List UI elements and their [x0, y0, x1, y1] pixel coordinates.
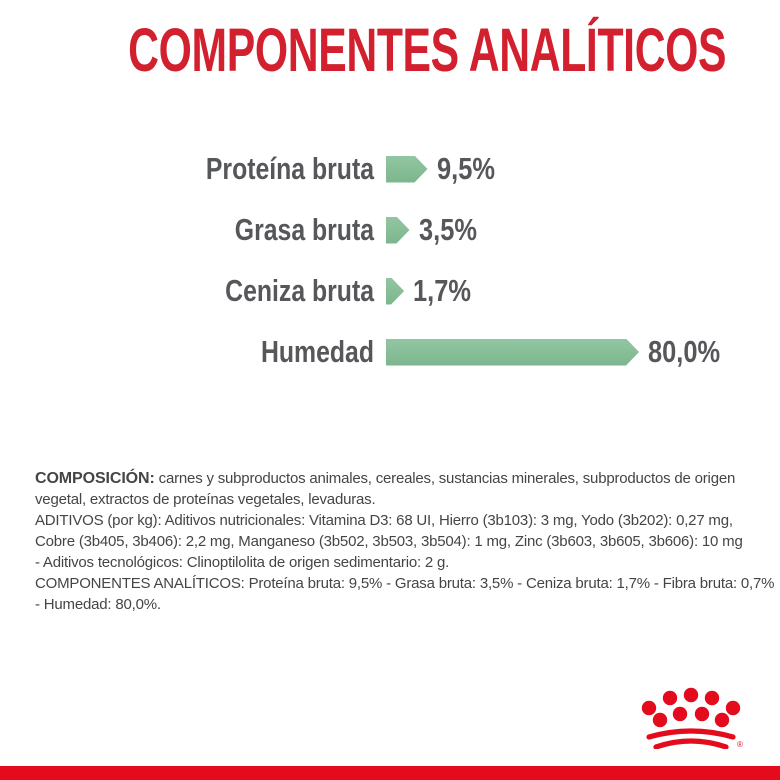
composition-line-text: - Humedad: 80,0%. [35, 596, 161, 613]
royal-canin-crown-logo [636, 687, 758, 749]
composition-line-bold-label: COMPOSICIÓN: [35, 470, 155, 487]
value-bar [386, 339, 639, 366]
composition-line [35, 510, 775, 531]
bar-label: Ceniza bruta [225, 273, 374, 308]
composition-text-block [35, 468, 775, 615]
composition-line [35, 531, 775, 552]
bar-label: Grasa bruta [234, 212, 374, 247]
composition-line [35, 468, 775, 489]
composition-line [35, 594, 775, 615]
composition-line-text: carnes y subproductos animales, cereales, sustancias minerales, subproductos de origen [154, 470, 736, 487]
bottom-red-bar [0, 766, 780, 780]
composition-line [35, 573, 775, 594]
chart-row [0, 274, 484, 308]
value-bar [386, 217, 410, 244]
composition-line-text: - Aditivos tecnológicos: Clinoptilolita de origen sedimentario: 2 g. [35, 554, 450, 571]
value-bar [386, 156, 428, 183]
bar-label: Humedad [261, 334, 374, 369]
composition-line-text: Cobre (3b405, 3b406): 2,2 mg, Manganeso (3b502, 3b503, 3b504): 1 mg, Zinc (3b603, 3b605, 3b606): 10 mg [35, 533, 743, 550]
page-title-text: COMPONENTES ANALÍTICOS [128, 16, 727, 84]
bar-value: 80,0% [648, 334, 721, 369]
composition-line-text: ADITIVOS (por kg): Aditivos nutricionales: Vitamina D3: 68 UI, Hierro (3b103): 3 mg, Yodo (3b202): 0,27 mg, [35, 512, 733, 529]
composition-line-text: COMPONENTES ANALÍTICOS: Proteína bruta: 9,5% - Grasa bruta: 3,5% - Ceniza bruta: 1,7% - Fibra bruta: 0,7% [35, 575, 775, 592]
chart-row [0, 213, 489, 247]
composition-line-text: vegetal, extractos de proteínas vegetales, levaduras. [35, 491, 376, 508]
registered-trademark-symbol: ® [737, 740, 743, 749]
composition-line [35, 489, 775, 510]
bar-value: 9,5% [436, 151, 495, 186]
bar-value: 1,7% [413, 273, 472, 308]
bar-label: Proteína bruta [205, 151, 374, 186]
chart-row [0, 335, 736, 369]
bar-value: 3,5% [418, 212, 477, 247]
composition-line [35, 552, 775, 573]
chart-row [0, 152, 507, 186]
value-bar [386, 278, 404, 305]
